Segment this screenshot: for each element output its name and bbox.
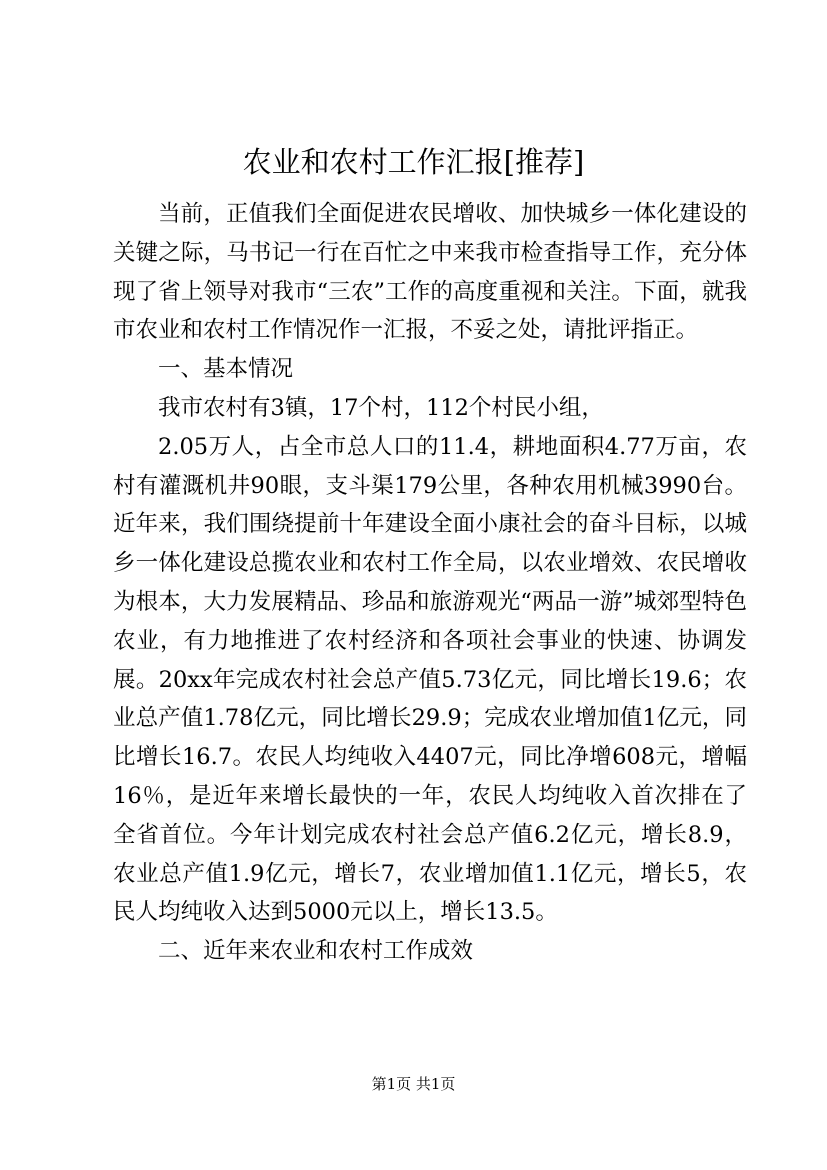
document-body bbox=[113, 195, 747, 971]
section-heading-achievements: 二、近年来农业和农村工作成效 bbox=[158, 938, 474, 965]
paragraph-villages: 我市农村有3镇，17个村，112个村民小组， bbox=[158, 394, 604, 421]
section-heading-basic-situation: 一、基本情况 bbox=[158, 356, 294, 383]
paragraph-intro: 当前，正值我们全面促进农民增收、加快城乡一体化建设的关键之际，马书记一行在百忙之中来我市检查指导工作，充分体现了省上领导对我市“三农”工作的高度重视和关注。下面，就我市农业和农村工作情况作一汇报，不妥之处，请批评指正。 bbox=[113, 201, 747, 344]
paragraph-statistics: 2.05万人，占全市总人口的11.4，耕地面积4.77万亩，农村有灌溉机井90眼，支斗渠179公里，各种农用机械3990台。近年来，我们围绕提前十年建设全面小康社会的奋斗目标，以城乡一体化建设总揽农业和农村工作全局，以农业增效、农民增收为根本，大力发展精品、珍品和旅游观光“两品一游”城郊型特色农业，有力地推进了农村经济和各项社会事业的快速、协调发展。20xx年完成农村社会总产值5.73亿元，同比增长19.6；农业总产值1.78亿元，同比增长29.9；完成农业增加值1亿元，同比增长16.7。农民人均纯收入4407元，同比净增608元，增幅16％，是近年来增长最快的一年，农民人均纯收入首次排在了全省首位。今年计划完成农村社会总产值6.2亿元，增长8.9，农业总产值1.9亿元，增长7，农业增加值1.1亿元，增长5，农民人均纯收入达到5000元以上，增长13.5。 bbox=[113, 433, 747, 926]
document-title: 农业和农村工作汇报[推荐] bbox=[242, 145, 585, 179]
page-number-footer: 第1页 共1页 bbox=[371, 1075, 456, 1093]
